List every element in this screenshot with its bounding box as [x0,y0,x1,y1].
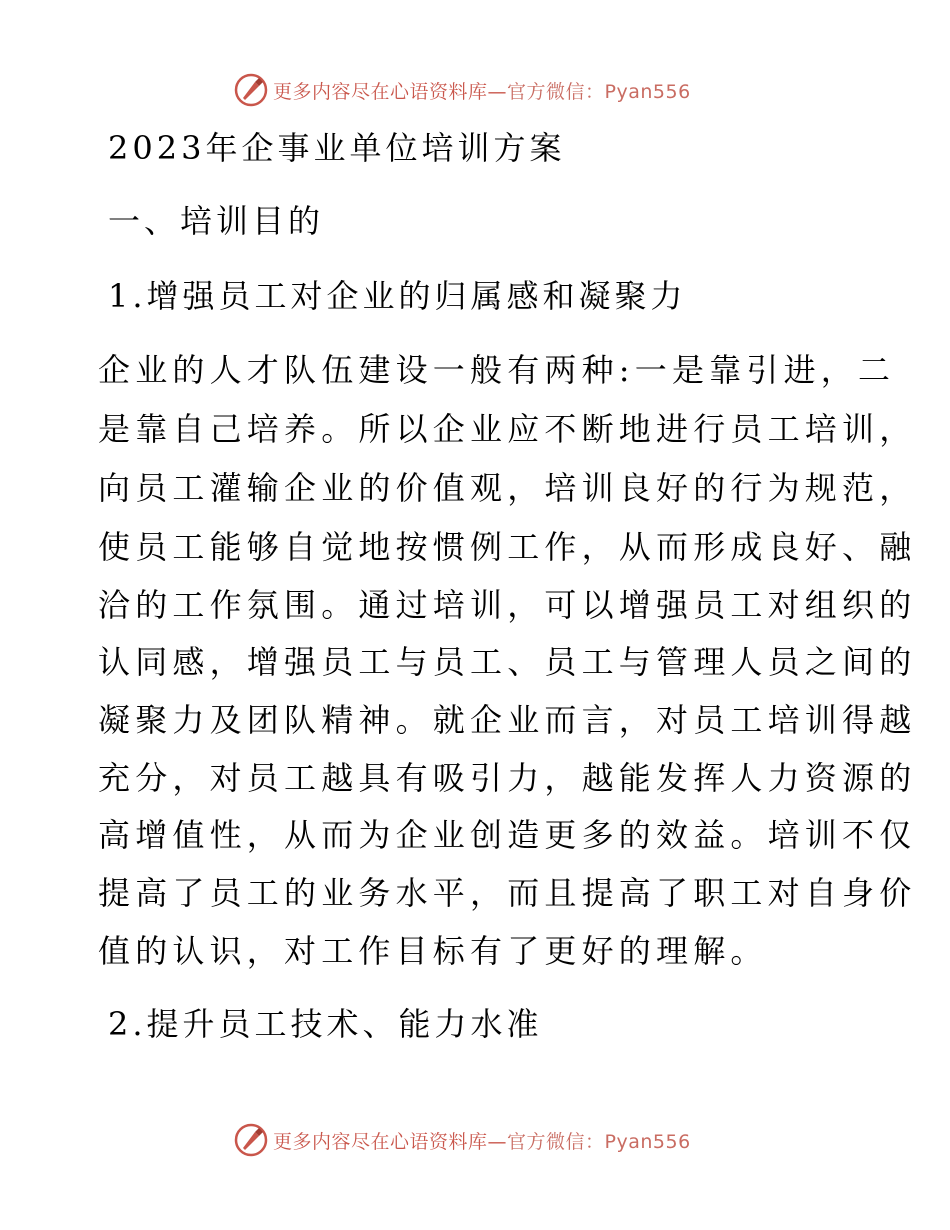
watermark-banner-top [233,70,713,110]
paragraph-line: 凝聚力及团队精神。就企业而言，对员工培训得越 [98,701,917,739]
watermark-text: 更多内容尽在心语资料库—官方微信：Pyan556 [273,80,691,103]
pen-nib-logo-icon [233,1122,269,1158]
paragraph-line: 洽的工作氛围。通过培训，可以增强员工对组织的 [98,586,917,624]
document-title: 2023年企事业单位培训方案 [108,129,566,167]
watermark-wechat: 官方微信：Pyan556 [507,80,691,103]
paragraph-line: 企业的人才队伍建设一般有两种:一是靠引进，二 [98,351,896,389]
watermark-text: 更多内容尽在心语资料库—官方微信：Pyan556 [273,1130,691,1153]
paragraph-line: 提高了员工的业务水平，而且提高了职工对自身价 [98,874,917,912]
subsection-heading-1: 1.增强员工对企业的归属感和凝聚力 [108,277,687,315]
paragraph-line: 向员工灌输企业的价值观，培训良好的行为规范， [98,469,917,507]
paragraph-line: 充分，对员工越具有吸引力，越能发挥人力资源的 [98,759,917,797]
paragraph-line: 值的认识，对工作目标有了更好的理解。 [98,932,768,970]
watermark-wechat: 官方微信：Pyan556 [507,1130,691,1153]
paragraph-line: 认同感，增强员工与员工、员工与管理人员之间的 [98,643,917,681]
paragraph-line: 使员工能够自觉地按惯例工作，从而形成良好、融 [98,528,917,566]
pen-nib-logo-icon [233,72,269,108]
watermark-banner-bottom [233,1120,713,1160]
paragraph-line: 高增值性，从而为企业创造更多的效益。培训不仅 [98,816,917,854]
paragraph-line: 是靠自己培养。所以企业应不断地进行员工培训， [98,410,917,448]
subsection-heading-2: 2.提升员工技术、能力水准 [108,1005,543,1043]
section-heading: 一、培训目的 [108,202,325,240]
